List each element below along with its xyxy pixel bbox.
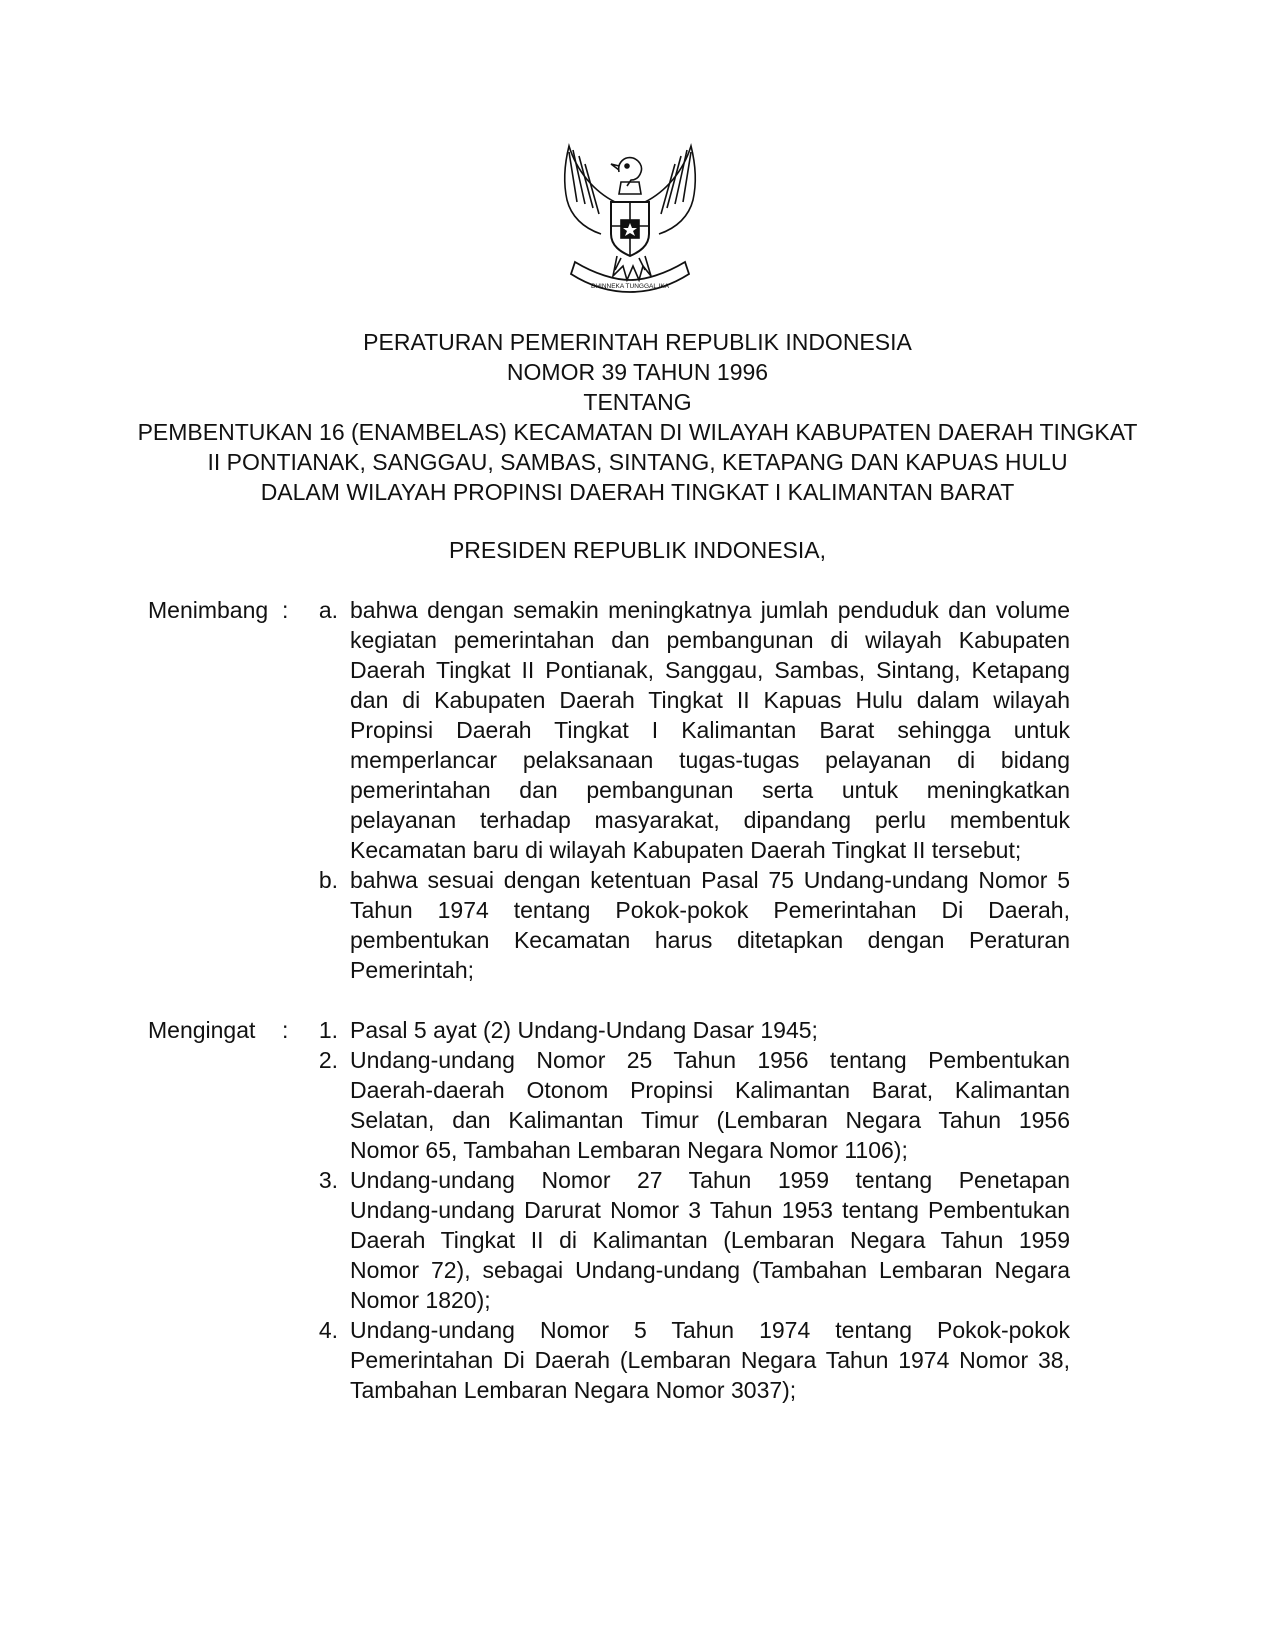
mengingat-label: Mengingat (148, 1017, 256, 1043)
text-line: Undang-undang Nomor 27 Tahun 1959 tentang Penetapan (350, 1167, 1070, 1193)
text-line: pelayanan terhadap masyarakat, dipandang perlu membentuk (350, 807, 1070, 833)
mengingat-4-marker: 4. (318, 1317, 338, 1343)
text-line: Pemerintah; (350, 957, 475, 983)
doc-title: PERATURAN PEMERINTAH REPUBLIK INDONESIA (363, 329, 912, 355)
mengingat-4-text (350, 1315, 1070, 1405)
mengingat-colon: : (282, 1017, 289, 1043)
text-line: Pasal 5 ayat (2) Undang-Undang Dasar 1945; (350, 1017, 818, 1043)
mengingat-2-text (350, 1045, 1070, 1165)
text-line: Tambahan Lembaran Negara Nomor 3037); (350, 1377, 797, 1403)
mengingat-1-marker: 1. (318, 1017, 338, 1043)
mengingat-2-marker: 2. (318, 1047, 338, 1073)
text-line: kegiatan pemerintahan dan pembangunan di wilayah Kabupaten (350, 627, 1070, 653)
mengingat-3-text (350, 1165, 1070, 1315)
text-line: Nomor 72), sebagai Undang-undang (Tambahan Lembaran Negara (350, 1257, 1070, 1283)
menimbang-b-marker: b. (318, 867, 338, 893)
text-line: Daerah Tingkat II di Kalimantan (Lembaran Negara Tahun 1959 (350, 1227, 1070, 1253)
text-line: Selatan, dan Kalimantan Timur (Lembaran Negara Tahun 1956 (350, 1107, 1070, 1133)
text-line: Undang-undang Nomor 5 Tahun 1974 tentang Pokok-pokok (350, 1317, 1070, 1343)
text-line: Nomor 65, Tambahan Lembaran Negara Nomor 1106); (350, 1137, 908, 1163)
text-line: memperlancar pelaksanaan tugas-tugas pelayanan di bidang (350, 747, 1070, 773)
doc-subject-line-1: PEMBENTUKAN 16 (ENAMBELAS) KECAMATAN DI WILAYAH KABUPATEN DAERAH TINGKAT (137, 419, 1138, 445)
text-line: pemerintahan dan pembangunan serta untuk meningkatkan (350, 777, 1070, 803)
emblem-motto: BHINNEKA TUNGGAL IKA (590, 283, 670, 290)
garuda-emblem-icon (555, 142, 705, 302)
doc-about: TENTANG (583, 389, 692, 415)
menimbang-colon: : (282, 597, 289, 623)
text-line: Undang-undang Nomor 25 Tahun 1956 tentang Pembentukan (350, 1047, 1070, 1073)
text-line: bahwa dengan semakin meningkatnya jumlah penduduk dan volume (350, 597, 1070, 623)
text-line: Pemerintahan Di Daerah (Lembaran Negara Tahun 1974 Nomor 38, (350, 1347, 1070, 1373)
doc-subject-line-3: DALAM WILAYAH PROPINSI DAERAH TINGKAT I KALIMANTAN BARAT (260, 479, 1015, 505)
text-line: dan di Kabupaten Daerah Tingkat II Kapuas Hulu dalam wilayah (350, 687, 1070, 713)
mengingat-3-marker: 3. (318, 1167, 338, 1193)
text-line: pembentukan Kecamatan harus ditetapkan dengan Peraturan (350, 927, 1070, 953)
text-line: bahwa sesuai dengan ketentuan Pasal 75 Undang-undang Nomor 5 (350, 867, 1070, 893)
text-line: Daerah-daerah Otonom Propinsi Kalimantan Barat, Kalimantan (350, 1077, 1070, 1103)
president-heading: PRESIDEN REPUBLIK INDONESIA, (448, 537, 827, 563)
menimbang-b-text (350, 865, 1070, 985)
doc-number: NOMOR 39 TAHUN 1996 (506, 359, 769, 385)
menimbang-a-text (350, 595, 1070, 865)
text-line: Tahun 1974 tentang Pokok-pokok Pemerintahan Di Daerah, (350, 897, 1070, 923)
text-line: Daerah Tingkat II Pontianak, Sanggau, Sambas, Sintang, Ketapang (350, 657, 1070, 683)
text-line: Nomor 1820); (350, 1287, 491, 1313)
doc-subject-line-2: II PONTIANAK, SANGGAU, SAMBAS, SINTANG, KETAPANG DAN KAPUAS HULU (207, 449, 1068, 475)
mengingat-1-text (350, 1015, 1070, 1045)
text-line: Undang-undang Darurat Nomor 3 Tahun 1953 tentang Pembentukan (350, 1197, 1070, 1223)
menimbang-label: Menimbang (148, 597, 269, 623)
text-line: Kecamatan baru di wilayah Kabupaten Daerah Tingkat II tersebut; (350, 837, 1022, 863)
menimbang-a-marker: a. (318, 597, 338, 623)
text-line: Propinsi Daerah Tingkat I Kalimantan Barat sehingga untuk (350, 717, 1070, 743)
